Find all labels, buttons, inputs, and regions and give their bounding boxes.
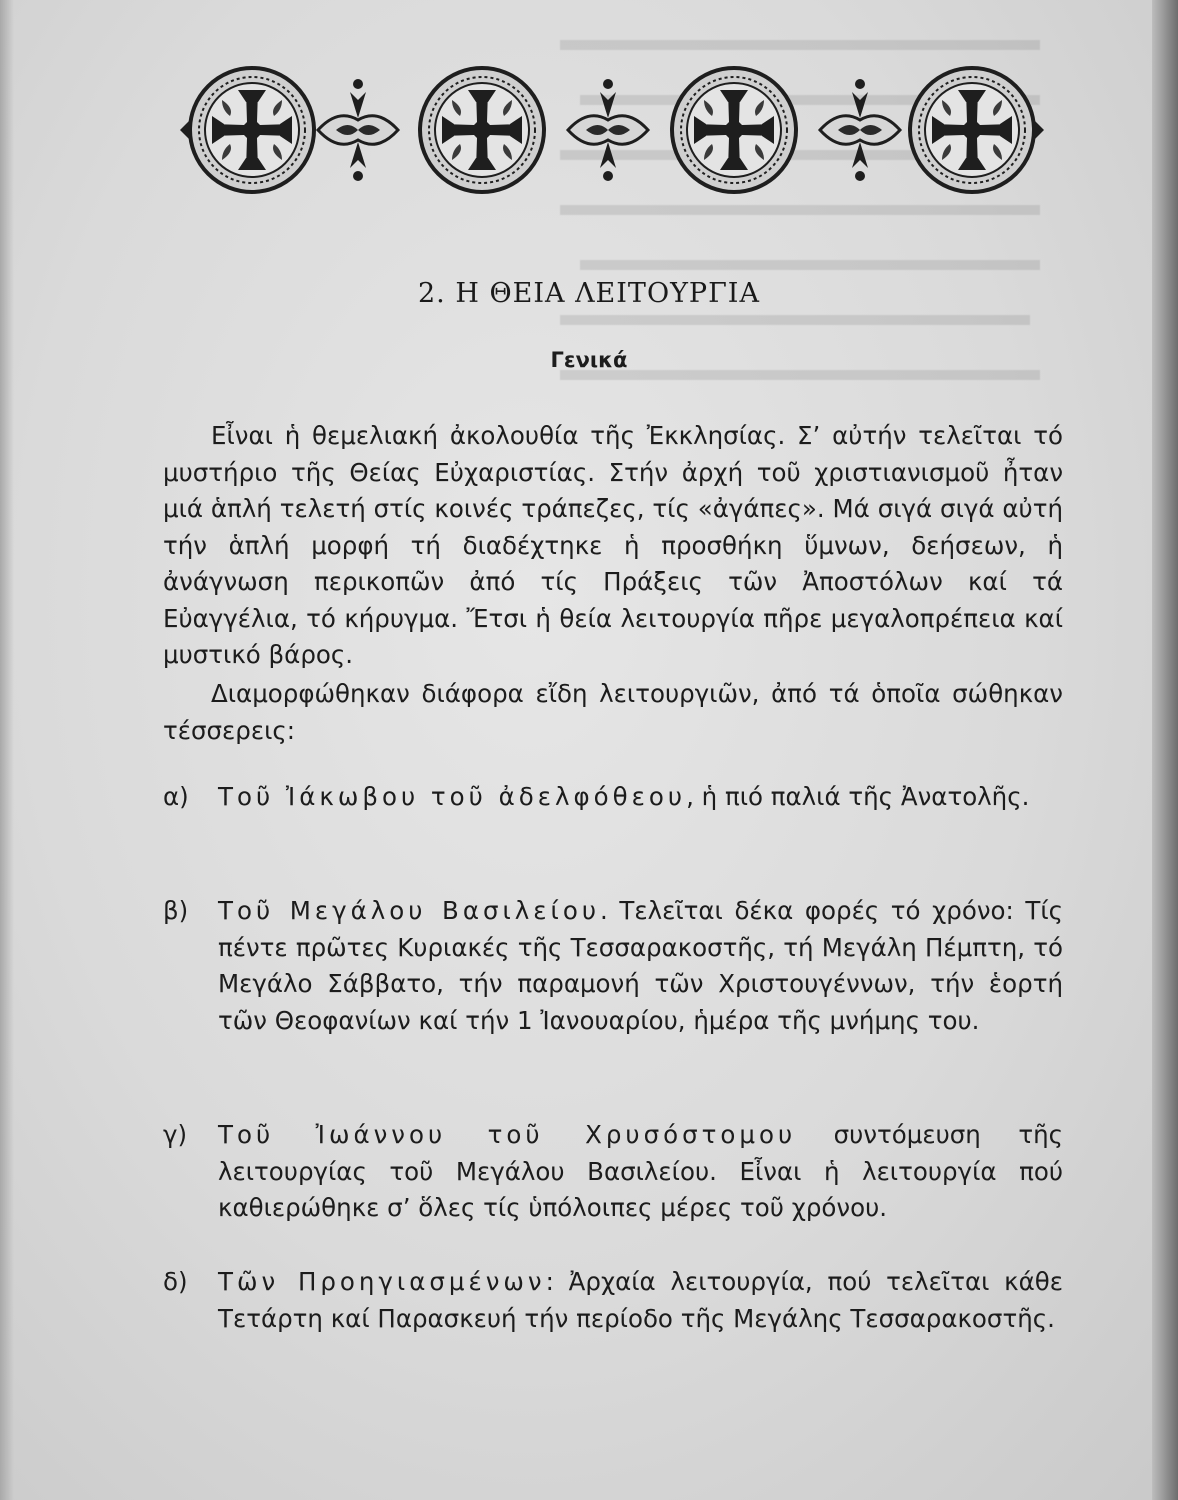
list-marker: γ): [163, 1120, 188, 1149]
liturgy-description: : Ἀρχαία λειτουργία, πού τελεῖται κάθε Τετάρτη καί Παρασκευή τήν περίοδο τῆς Μεγάλης Τεσσαρακοστῆς.: [218, 1267, 1063, 1333]
liturgy-name: Τοῦ Ἰάκωβου τοῦ ἀδελφόθεου: [218, 782, 687, 811]
intro-paragraph: Εἶναι ἡ θεμελιακή ἀκολουθία τῆς Ἐκκλησίας. Σ’ αὐτήν τελεῖται τό μυστήριο τῆς Θείας Εὐχαριστίας. Στήν ἀρχή τοῦ χριστιανισμοῦ ἦταν μιά ἁπλή τελετή στίς κοινές τράπεζες, τίς «ἀγάπες». Μά σιγά σιγά αὐτή τήν ἁπλή μορφή τή διαδέχτηκε ἡ προσθήκη ὕμνων, δεήσεων, ἡ ἀνάγνωση περικοπῶν ἀπό τίς Πράξεις τῶν Ἀποστόλων καί τά Εὐαγγέλια, τό κήρυγμα. Ἔτσι ἡ θεία λειτουργία πῆρε μεγαλοπρέπεια καί μυστικό βάρος.: [163, 421, 1063, 669]
byzantine-cross-ornament: [160, 40, 1060, 220]
liturgy-description: συντόμευση τῆς λειτουργίας τοῦ Μεγάλου Βασιλείου. Εἶναι ἡ λειτουργία πού καθιερώθηκε σ’ ὅλες τίς ὑπόλοιπες μέρες τοῦ χρόνου.: [218, 1120, 1063, 1222]
liturgy-description: , ἡ πιό παλιά τῆς Ἀνατολῆς.: [686, 782, 1030, 811]
list-marker: δ): [163, 1267, 188, 1296]
types-paragraph: Διαμορφώθηκαν διάφορα εἴδη λειτουργιῶν, ἀπό τά ὁποῖα σώθηκαν τέσσερεις:: [163, 679, 1063, 745]
list-marker: β): [163, 896, 189, 925]
section-subtitle: Γενικά: [550, 348, 628, 372]
liturgy-description: . Τελεῖται δέκα φορές τό χρόνο: Τίς πέντε πρῶτες Κυριακές τῆς Τεσσαρακοστῆς, τή Μεγάλη Πέμπτη, τό Μεγάλο Σάββατο, τήν παραμονή τῶν Χριστουγέννων, τήν ἑορτή τῶν Θεοφανίων καί τήν 1 Ἰανουαρίου, ἡμέρα τῆς μνήμης του.: [218, 896, 1063, 1035]
list-marker: α): [163, 782, 189, 811]
liturgy-name: Τοῦ Μεγάλου Βασιλείου: [218, 896, 601, 925]
liturgy-item-basil: [163, 893, 1063, 1039]
liturgy-name: Τῶν Προηγιασμένων: [218, 1267, 546, 1296]
liturgy-item-james: [163, 779, 1063, 816]
page-right-edge: [1152, 0, 1178, 1500]
page-left-edge: [0, 0, 14, 1500]
liturgy-item-presanctified: [163, 1264, 1063, 1337]
liturgy-item-chrysostom: [163, 1117, 1063, 1227]
liturgy-name: Τοῦ Ἰωάννου τοῦ Χρυσόστομου: [218, 1120, 797, 1149]
chapter-title: 2. Η ΘΕΙΑ ΛΕΙΤΟΥΡΓΙΑ: [418, 278, 760, 309]
